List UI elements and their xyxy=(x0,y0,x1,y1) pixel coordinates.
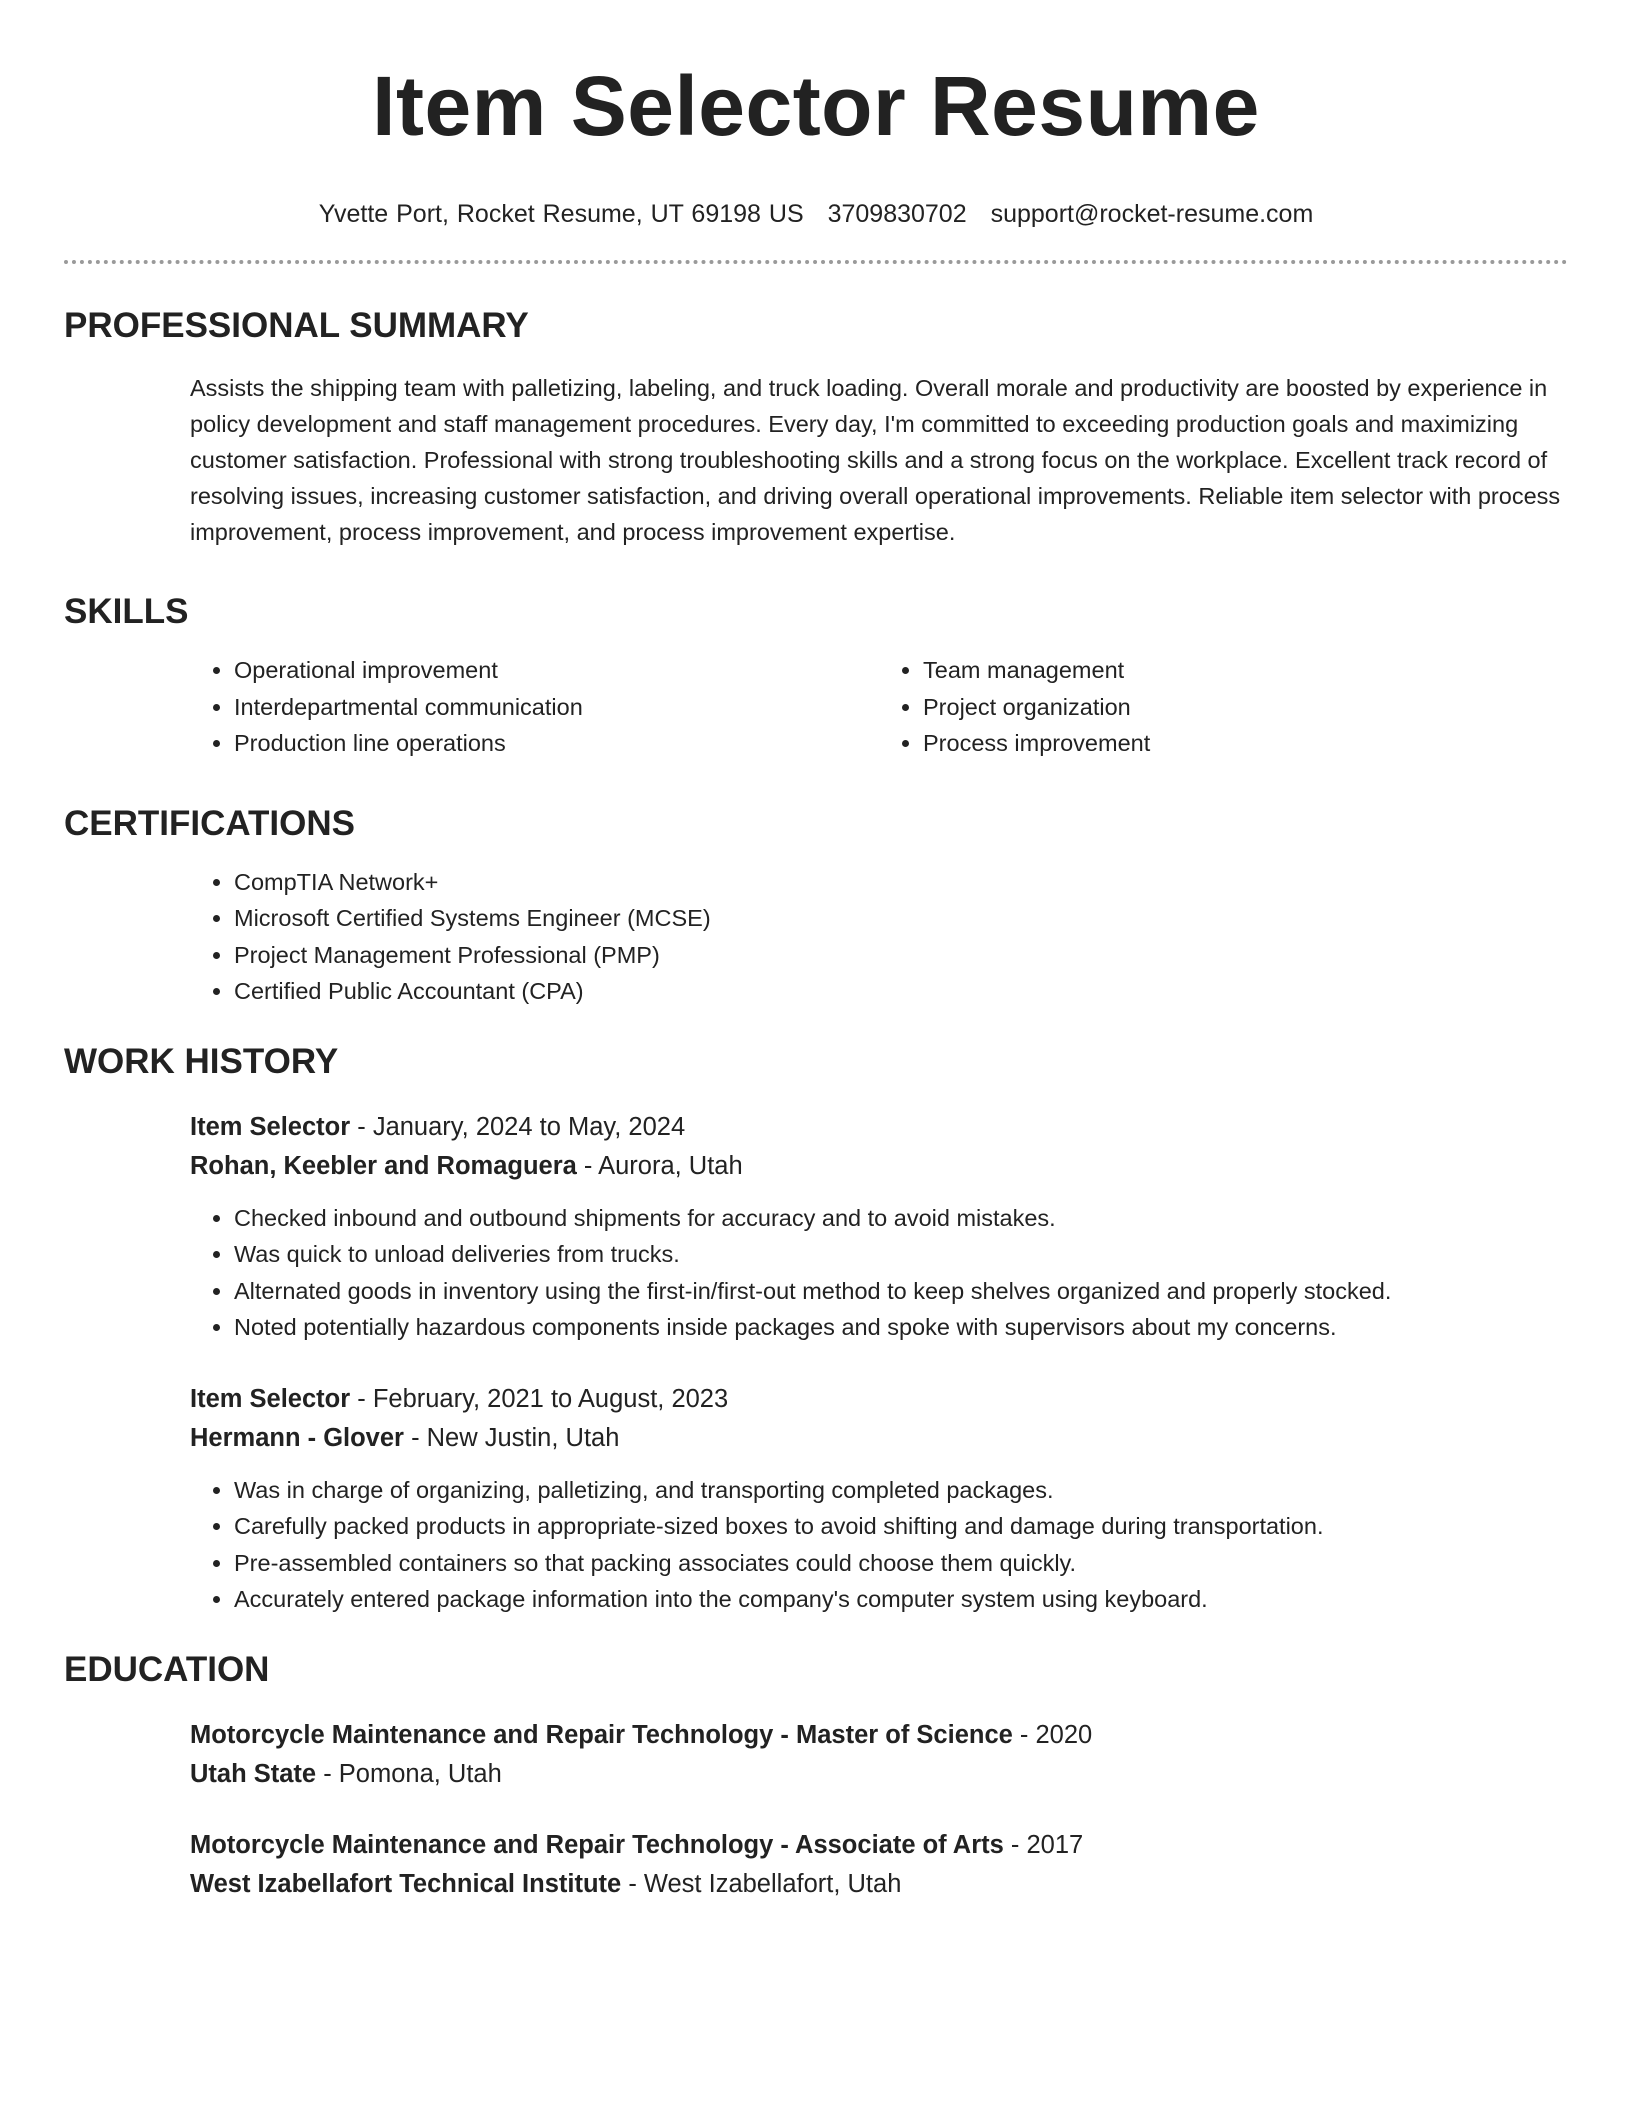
job-company-line xyxy=(190,1419,1568,1458)
education-degree-line xyxy=(190,1826,1568,1865)
education-location: - Pomona, Utah xyxy=(316,1759,502,1788)
job-bullet: • Accurately entered package information into the company's computer system using keyboard. xyxy=(234,1581,1568,1618)
job-location: - New Justin, Utah xyxy=(403,1423,620,1452)
job-entry xyxy=(190,1108,1568,1346)
certifications-heading: CERTIFICATIONS xyxy=(64,803,356,843)
summary-section xyxy=(190,370,1568,550)
education-school: Utah State xyxy=(190,1759,317,1788)
skill-item: • Interdepartmental communication xyxy=(234,689,879,726)
certification-item: • Project Management Professional (PMP) xyxy=(234,937,1568,974)
education-school-line xyxy=(190,1755,1568,1794)
job-title-line xyxy=(190,1108,1568,1147)
job-title-line xyxy=(190,1380,1568,1419)
contact-phone: 3709830702 xyxy=(827,200,967,228)
job-bullet: • Was in charge of organizing, palletizing, and transporting completed packages. xyxy=(234,1472,1568,1509)
job-bullet: • Was quick to unload deliveries from trucks. xyxy=(234,1236,1568,1273)
job-title: Item Selector xyxy=(190,1112,351,1141)
skills-heading: SKILLS xyxy=(64,592,189,631)
job-company-line xyxy=(190,1147,1568,1186)
contact-line xyxy=(64,198,1568,230)
job-dates: - January, 2024 to May, 2024 xyxy=(350,1112,686,1141)
job-bullets xyxy=(190,1472,1568,1618)
education-school-line xyxy=(190,1865,1568,1904)
job-bullet: • Noted potentially hazardous components inside packages and spoke with supervisors about my concerns. xyxy=(234,1309,1568,1346)
job-bullet: • Carefully packed products in appropriate-sized boxes to avoid shifting and damage during transportation. xyxy=(234,1508,1568,1545)
job-bullet: • Alternated goods in inventory using the first-in/first-out method to keep shelves organized and properly stocked. xyxy=(234,1273,1568,1310)
education-degree: Motorcycle Maintenance and Repair Technology - Associate of Arts xyxy=(190,1830,1004,1859)
skill-item: • Process improvement xyxy=(923,725,1568,762)
skill-item: • Operational improvement xyxy=(234,652,879,689)
certification-item: • Certified Public Accountant (CPA) xyxy=(234,973,1568,1010)
contact-email: support@rocket-resume.com xyxy=(990,200,1314,228)
certifications-section xyxy=(190,864,1568,1010)
certifications-list xyxy=(190,864,1568,1010)
education-entry xyxy=(190,1826,1568,1904)
job-company: Rohan, Keebler and Romaguera xyxy=(190,1151,577,1180)
education-section xyxy=(190,1716,1568,1904)
job-title: Item Selector xyxy=(190,1384,351,1413)
job-bullets xyxy=(190,1200,1568,1346)
work-history-heading: WORK HISTORY xyxy=(64,1041,339,1081)
education-school: West Izabellafort Technical Institute xyxy=(190,1869,622,1898)
job-company: Hermann - Glover xyxy=(190,1423,404,1452)
certification-item: • Microsoft Certified Systems Engineer (MCSE) xyxy=(234,900,1568,937)
certification-item: • CompTIA Network+ xyxy=(234,864,1568,901)
header-divider xyxy=(64,260,1568,264)
education-heading: EDUCATION xyxy=(64,1649,270,1689)
summary-heading: PROFESSIONAL SUMMARY xyxy=(64,306,529,345)
work-history-section xyxy=(190,1108,1568,1618)
skill-item: • Production line operations xyxy=(234,725,879,762)
contact-address: Yvette Port, Rocket Resume, UT 69198 US xyxy=(318,200,804,228)
summary-text: Assists the shipping team with palletizing, labeling, and truck loading. Overall morale and productivity are boosted by experience in policy development and staff management procedures. Every day, I'm committed to exceeding production goals and maximizing customer satisfaction. Professional with strong troubleshooting skills and a strong focus on the workplace. Excellent track record of resolving issues, increasing customer satisfaction, and driving overall operational improvements. Reliable item selector with process improvement, process improvement, and process improvement expertise. xyxy=(190,375,1561,545)
job-entry xyxy=(190,1380,1568,1618)
skills-list-right xyxy=(879,652,1568,762)
skill-item: • Project organization xyxy=(923,689,1568,726)
education-degree: Motorcycle Maintenance and Repair Technology - Master of Science xyxy=(190,1720,1013,1749)
skills-list-left xyxy=(190,652,879,762)
education-entry xyxy=(190,1716,1568,1794)
resume-title: Item Selector Resume xyxy=(372,59,1260,153)
job-location: - Aurora, Utah xyxy=(576,1151,743,1180)
skill-item: • Team management xyxy=(923,652,1568,689)
education-year: - 2020 xyxy=(1012,1720,1093,1749)
job-dates: - February, 2021 to August, 2023 xyxy=(350,1384,729,1413)
education-year: - 2017 xyxy=(1003,1830,1084,1859)
skills-section xyxy=(190,652,1568,762)
job-bullet: • Checked inbound and outbound shipments for accuracy and to avoid mistakes. xyxy=(234,1200,1568,1237)
job-bullet: • Pre-assembled containers so that packing associates could choose them quickly. xyxy=(234,1545,1568,1582)
education-location: - West Izabellafort, Utah xyxy=(621,1869,902,1898)
education-degree-line xyxy=(190,1716,1568,1755)
